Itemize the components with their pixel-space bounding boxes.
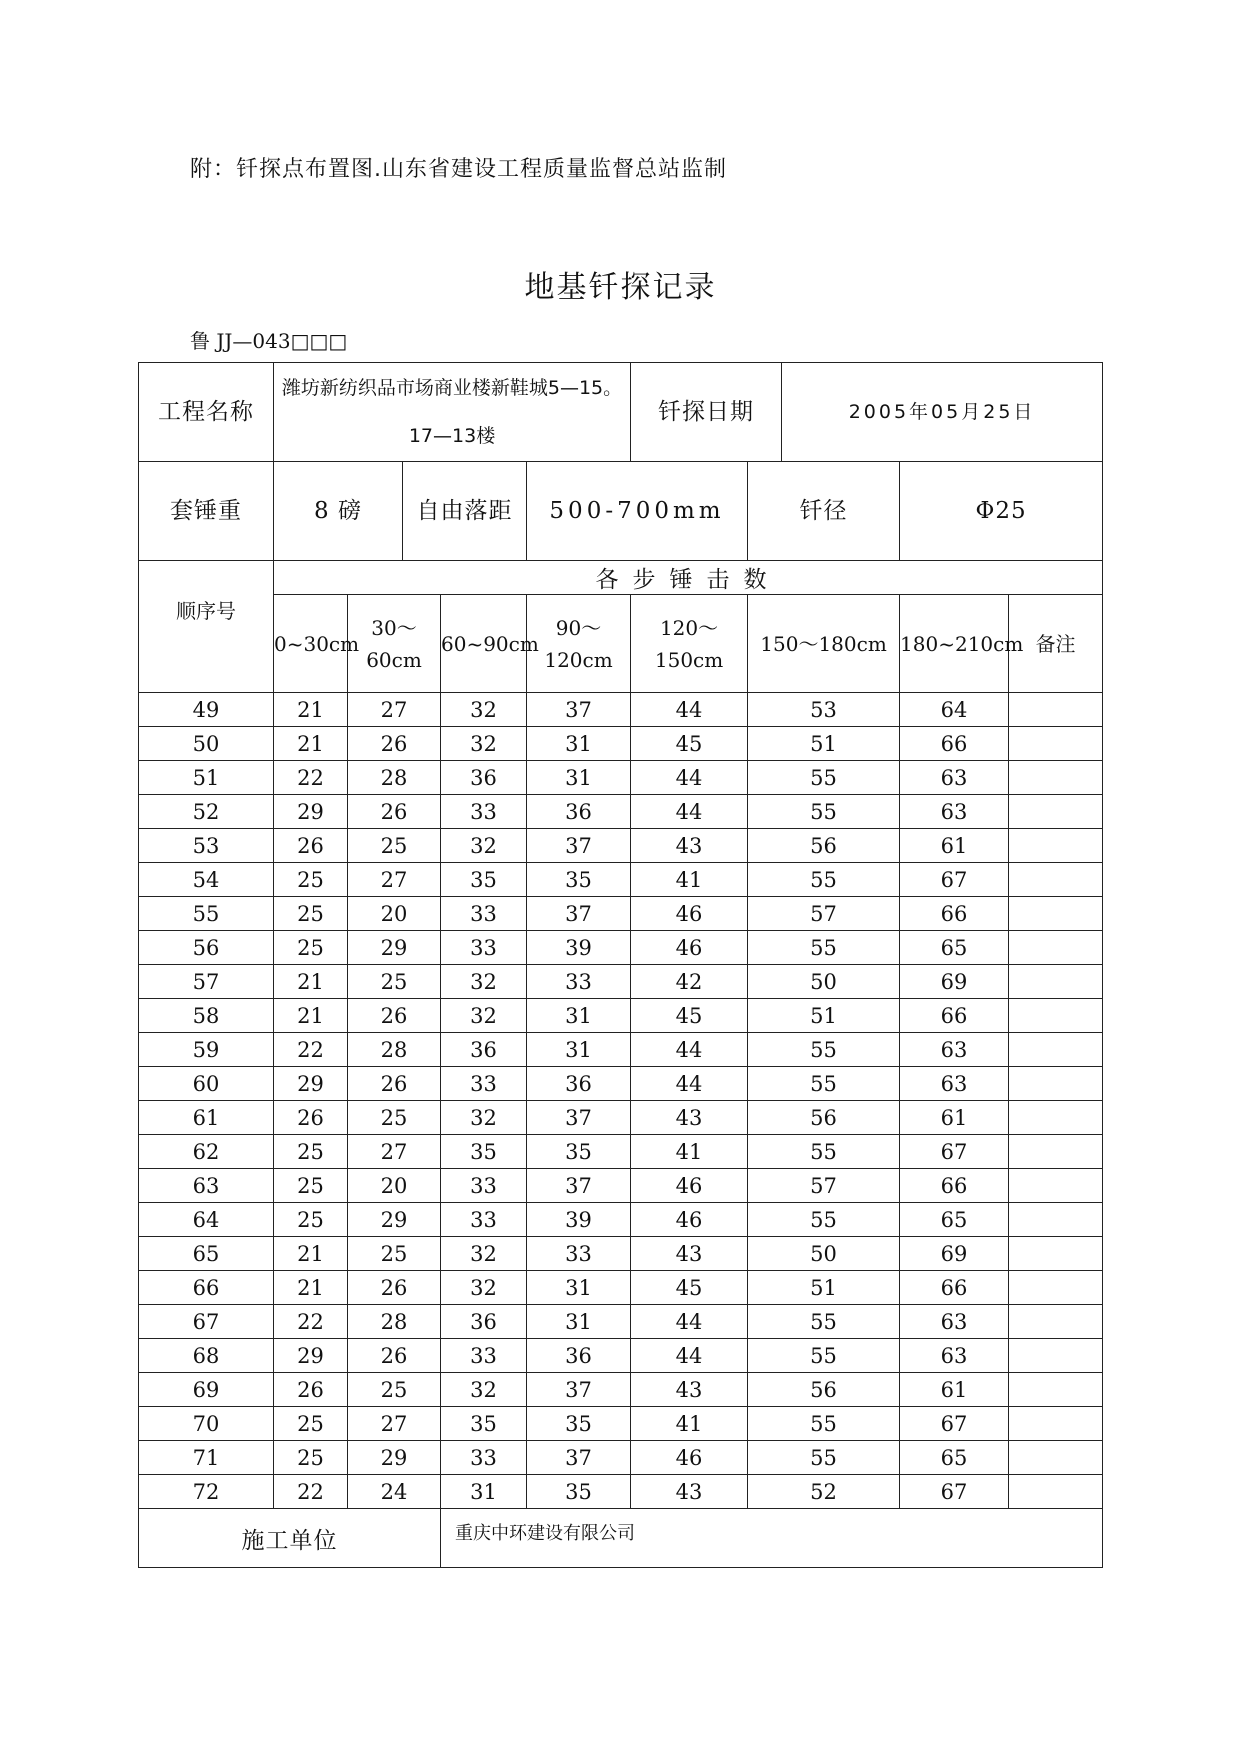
blow-count-cell: 33 — [441, 1441, 527, 1475]
blow-count-cell: 61 — [900, 1101, 1009, 1135]
table-row — [139, 1237, 1103, 1271]
blow-count-cell: 67 — [900, 1475, 1009, 1509]
blow-count-cell: 55 — [748, 1441, 900, 1475]
sequence-cell: 69 — [139, 1373, 274, 1407]
blow-count-cell: 41 — [631, 863, 748, 897]
sequence-cell: 57 — [139, 965, 274, 999]
note-cell — [1009, 1407, 1103, 1441]
depth-column-header: 90～120cm — [527, 595, 631, 693]
note-cell — [1009, 795, 1103, 829]
blow-count-cell: 31 — [527, 1033, 631, 1067]
blow-count-cell: 25 — [274, 1169, 348, 1203]
blow-count-cell: 46 — [631, 897, 748, 931]
table-row — [139, 1033, 1103, 1067]
blow-count-steps-header: 各步锤击数 — [274, 561, 1103, 595]
blow-count-cell: 35 — [527, 1135, 631, 1169]
blow-count-cell: 63 — [900, 795, 1009, 829]
blow-count-cell: 37 — [527, 1373, 631, 1407]
blow-count-cell: 31 — [441, 1475, 527, 1509]
blow-count-cell: 43 — [631, 1475, 748, 1509]
blow-count-cell: 55 — [748, 1305, 900, 1339]
note-cell — [1009, 1305, 1103, 1339]
blow-count-cell: 41 — [631, 1135, 748, 1169]
note-header: 备注 — [1009, 595, 1103, 693]
table-row — [139, 727, 1103, 761]
blow-count-cell: 31 — [527, 761, 631, 795]
blow-count-cell: 55 — [748, 1135, 900, 1169]
blow-count-cell: 26 — [348, 795, 441, 829]
table-row — [139, 1067, 1103, 1101]
blow-count-cell: 51 — [748, 727, 900, 761]
blow-count-cell: 55 — [748, 1339, 900, 1373]
blow-count-cell: 27 — [348, 1135, 441, 1169]
blow-count-cell: 33 — [527, 965, 631, 999]
note-cell — [1009, 1339, 1103, 1373]
blow-count-cell: 50 — [748, 1237, 900, 1271]
blow-count-cell: 65 — [900, 1441, 1009, 1475]
blow-count-cell: 21 — [274, 965, 348, 999]
blow-count-cell: 31 — [527, 1305, 631, 1339]
blow-count-cell: 26 — [274, 829, 348, 863]
construction-unit-value: 重庆中环建设有限公司 — [441, 1509, 1103, 1568]
blow-count-cell: 37 — [527, 829, 631, 863]
blow-count-cell: 31 — [527, 1271, 631, 1305]
blow-count-cell: 33 — [441, 897, 527, 931]
blow-count-cell: 33 — [441, 1339, 527, 1373]
blow-count-cell: 31 — [527, 727, 631, 761]
blow-count-cell: 55 — [748, 863, 900, 897]
blow-count-cell: 25 — [274, 1441, 348, 1475]
blow-count-cell: 37 — [527, 693, 631, 727]
blow-count-cell: 46 — [631, 1441, 748, 1475]
note-cell — [1009, 1441, 1103, 1475]
note-cell — [1009, 863, 1103, 897]
blow-count-cell: 44 — [631, 795, 748, 829]
blow-count-cell: 43 — [631, 1101, 748, 1135]
blow-count-cell: 26 — [274, 1101, 348, 1135]
blow-count-cell: 27 — [348, 863, 441, 897]
blow-count-cell: 33 — [441, 1203, 527, 1237]
table-row — [139, 1475, 1103, 1509]
blow-count-cell: 35 — [527, 1475, 631, 1509]
blow-count-cell: 32 — [441, 727, 527, 761]
table-row — [139, 1101, 1103, 1135]
depth-column-header: 60~90cm — [441, 595, 527, 693]
project-name-label: 工程名称 — [139, 363, 274, 462]
sequence-cell: 66 — [139, 1271, 274, 1305]
blow-count-cell: 25 — [348, 1373, 441, 1407]
blow-count-cell: 33 — [441, 795, 527, 829]
note-cell — [1009, 931, 1103, 965]
sequence-cell: 51 — [139, 761, 274, 795]
blow-count-cell: 66 — [900, 1271, 1009, 1305]
blow-count-cell: 63 — [900, 761, 1009, 795]
blow-count-cell: 25 — [348, 1237, 441, 1271]
blow-count-cell: 33 — [441, 1067, 527, 1101]
blow-count-cell: 25 — [274, 897, 348, 931]
blow-count-cell: 46 — [631, 1169, 748, 1203]
blow-count-cell: 29 — [274, 1339, 348, 1373]
blow-count-cell: 69 — [900, 1237, 1009, 1271]
blow-count-cell: 33 — [527, 1237, 631, 1271]
blow-count-cell: 57 — [748, 897, 900, 931]
blow-count-cell: 26 — [348, 1271, 441, 1305]
blow-count-cell: 32 — [441, 1237, 527, 1271]
table-row — [139, 795, 1103, 829]
blow-count-cell: 29 — [274, 795, 348, 829]
blow-count-cell: 66 — [900, 1169, 1009, 1203]
blow-count-cell: 20 — [348, 1169, 441, 1203]
blow-count-cell: 33 — [441, 1169, 527, 1203]
table-row — [139, 965, 1103, 999]
sequence-cell: 56 — [139, 931, 274, 965]
blow-count-cell: 66 — [900, 727, 1009, 761]
blow-count-cell: 56 — [748, 1373, 900, 1407]
blow-count-cell: 55 — [748, 761, 900, 795]
note-cell — [1009, 965, 1103, 999]
blow-count-cell: 25 — [274, 863, 348, 897]
blow-count-cell: 61 — [900, 1373, 1009, 1407]
sequence-cell: 64 — [139, 1203, 274, 1237]
rod-diameter-value: Φ25 — [900, 462, 1103, 561]
note-cell — [1009, 1135, 1103, 1169]
blow-count-cell: 27 — [348, 1407, 441, 1441]
depth-column-header: 0~30cm — [274, 595, 348, 693]
data-rows — [139, 693, 1103, 1509]
note-cell — [1009, 761, 1103, 795]
blow-count-cell: 32 — [441, 999, 527, 1033]
blow-count-cell: 27 — [348, 693, 441, 727]
blow-count-cell: 36 — [441, 761, 527, 795]
note-cell — [1009, 897, 1103, 931]
blow-count-cell: 44 — [631, 1033, 748, 1067]
blow-count-cell: 53 — [748, 693, 900, 727]
blow-count-cell: 32 — [441, 1101, 527, 1135]
blow-count-cell: 66 — [900, 999, 1009, 1033]
blow-count-cell: 36 — [527, 1339, 631, 1373]
note-cell — [1009, 1373, 1103, 1407]
blow-count-cell: 55 — [748, 931, 900, 965]
note-cell — [1009, 1203, 1103, 1237]
depth-column-header: 30～60cm — [348, 595, 441, 693]
probe-date-label: 钎探日期 — [631, 363, 782, 462]
blow-count-cell: 28 — [348, 1033, 441, 1067]
blow-count-cell: 44 — [631, 1305, 748, 1339]
note-cell — [1009, 1475, 1103, 1509]
sequence-cell: 71 — [139, 1441, 274, 1475]
blow-count-cell: 46 — [631, 1203, 748, 1237]
blow-count-cell: 32 — [441, 693, 527, 727]
blow-count-cell: 45 — [631, 727, 748, 761]
blow-count-cell: 26 — [348, 1067, 441, 1101]
blow-count-cell: 39 — [527, 931, 631, 965]
sequence-cell: 55 — [139, 897, 274, 931]
blow-count-cell: 43 — [631, 1237, 748, 1271]
blow-count-cell: 63 — [900, 1067, 1009, 1101]
note-cell — [1009, 727, 1103, 761]
rod-diameter-label: 钎径 — [748, 462, 900, 561]
free-drop-label: 自由落距 — [403, 462, 527, 561]
blow-count-cell: 42 — [631, 965, 748, 999]
sequence-cell: 68 — [139, 1339, 274, 1373]
blow-count-cell: 55 — [748, 1067, 900, 1101]
blow-count-cell: 29 — [348, 931, 441, 965]
blow-count-cell: 44 — [631, 1339, 748, 1373]
blow-count-cell: 36 — [441, 1305, 527, 1339]
sequence-cell: 50 — [139, 727, 274, 761]
blow-count-cell: 29 — [348, 1441, 441, 1475]
note-cell — [1009, 1033, 1103, 1067]
probe-date-value: 2005年05月25日 — [782, 363, 1103, 462]
table-row — [139, 1135, 1103, 1169]
blow-count-cell: 55 — [748, 795, 900, 829]
construction-unit-label: 施工单位 — [139, 1509, 441, 1568]
blow-count-cell: 63 — [900, 1033, 1009, 1067]
blow-count-cell: 43 — [631, 1373, 748, 1407]
hammer-weight-value: 8 磅 — [274, 462, 403, 561]
blow-count-cell: 69 — [900, 965, 1009, 999]
blow-count-cell: 55 — [748, 1407, 900, 1441]
blow-count-cell: 55 — [748, 1033, 900, 1067]
sequence-cell: 54 — [139, 863, 274, 897]
blow-count-cell: 35 — [527, 1407, 631, 1441]
hammer-weight-label: 套锤重 — [139, 462, 274, 561]
blow-count-cell: 26 — [274, 1373, 348, 1407]
note-cell — [1009, 1101, 1103, 1135]
blow-count-cell: 20 — [348, 897, 441, 931]
blow-count-cell: 22 — [274, 761, 348, 795]
note-cell — [1009, 999, 1103, 1033]
sequence-cell: 53 — [139, 829, 274, 863]
blow-count-cell: 25 — [348, 829, 441, 863]
table-row — [139, 1441, 1103, 1475]
blow-count-cell: 64 — [900, 693, 1009, 727]
blow-count-cell: 32 — [441, 829, 527, 863]
blow-count-cell: 45 — [631, 1271, 748, 1305]
blow-count-cell: 45 — [631, 999, 748, 1033]
blow-count-cell: 46 — [631, 931, 748, 965]
sequence-cell: 49 — [139, 693, 274, 727]
blow-count-cell: 67 — [900, 1135, 1009, 1169]
blow-count-cell: 26 — [348, 999, 441, 1033]
free-drop-value: 500-700mm — [527, 462, 748, 561]
blow-count-cell: 31 — [527, 999, 631, 1033]
table-row — [139, 761, 1103, 795]
table-row — [139, 693, 1103, 727]
blow-count-cell: 21 — [274, 1237, 348, 1271]
blow-count-cell: 29 — [348, 1203, 441, 1237]
blow-count-cell: 67 — [900, 863, 1009, 897]
blow-count-cell: 44 — [631, 693, 748, 727]
table-row — [139, 1169, 1103, 1203]
table-row — [139, 863, 1103, 897]
sequence-cell: 72 — [139, 1475, 274, 1509]
probe-record-table — [138, 362, 1103, 1568]
blow-count-cell: 52 — [748, 1475, 900, 1509]
sequence-cell: 58 — [139, 999, 274, 1033]
blow-count-cell: 63 — [900, 1305, 1009, 1339]
blow-count-cell: 35 — [441, 1407, 527, 1441]
blow-count-cell: 36 — [441, 1033, 527, 1067]
sequence-cell: 60 — [139, 1067, 274, 1101]
table-row — [139, 897, 1103, 931]
blow-count-cell: 21 — [274, 1271, 348, 1305]
table-row — [139, 1407, 1103, 1441]
blow-count-cell: 56 — [748, 829, 900, 863]
note-cell — [1009, 1237, 1103, 1271]
blow-count-cell: 32 — [441, 1373, 527, 1407]
depth-column-header: 120～150cm — [631, 595, 748, 693]
blow-count-cell: 50 — [748, 965, 900, 999]
table-row — [139, 1271, 1103, 1305]
blow-count-cell: 35 — [441, 1135, 527, 1169]
table-row — [139, 1339, 1103, 1373]
blow-count-cell: 36 — [527, 795, 631, 829]
blow-count-cell: 66 — [900, 897, 1009, 931]
table-row — [139, 829, 1103, 863]
blow-count-cell: 32 — [441, 1271, 527, 1305]
sequence-cell: 59 — [139, 1033, 274, 1067]
blow-count-cell: 37 — [527, 1101, 631, 1135]
blow-count-cell: 35 — [527, 863, 631, 897]
blow-count-cell: 21 — [274, 727, 348, 761]
note-cell — [1009, 1169, 1103, 1203]
blow-count-cell: 51 — [748, 1271, 900, 1305]
form-code: 鲁 JJ—043□□□ — [190, 329, 348, 353]
blow-count-cell: 63 — [900, 1339, 1009, 1373]
blow-count-cell: 37 — [527, 1441, 631, 1475]
blow-count-cell: 25 — [348, 965, 441, 999]
blow-count-cell: 41 — [631, 1407, 748, 1441]
blow-count-cell: 44 — [631, 761, 748, 795]
blow-count-cell: 25 — [274, 1135, 348, 1169]
blow-count-cell: 44 — [631, 1067, 748, 1101]
table-row — [139, 1305, 1103, 1339]
blow-count-cell: 25 — [274, 931, 348, 965]
blow-count-cell: 25 — [348, 1101, 441, 1135]
blow-count-cell: 35 — [441, 863, 527, 897]
sequence-cell: 65 — [139, 1237, 274, 1271]
sequence-cell: 52 — [139, 795, 274, 829]
note-cell — [1009, 1067, 1103, 1101]
project-name-value: 潍坊新纺织品市场商业楼新鞋城5—15。17—13楼 — [274, 363, 631, 462]
blow-count-cell: 55 — [748, 1203, 900, 1237]
table-row — [139, 999, 1103, 1033]
blow-count-cell: 26 — [348, 1339, 441, 1373]
blow-count-cell: 26 — [348, 727, 441, 761]
note-cell — [1009, 693, 1103, 727]
blow-count-cell: 36 — [527, 1067, 631, 1101]
blow-count-cell: 61 — [900, 829, 1009, 863]
document-title: 地基钎探记录 — [524, 270, 717, 305]
depth-column-header: 150～180cm — [748, 595, 900, 693]
sequence-cell: 67 — [139, 1305, 274, 1339]
blow-count-cell: 25 — [274, 1203, 348, 1237]
depth-column-header: 180~210cm — [900, 595, 1009, 693]
blow-count-cell: 56 — [748, 1101, 900, 1135]
table-row — [139, 1373, 1103, 1407]
blow-count-cell: 43 — [631, 829, 748, 863]
blow-count-cell: 39 — [527, 1203, 631, 1237]
blow-count-cell: 32 — [441, 965, 527, 999]
table-row — [139, 1203, 1103, 1237]
sequence-cell: 61 — [139, 1101, 274, 1135]
note-cell — [1009, 829, 1103, 863]
blow-count-cell: 21 — [274, 999, 348, 1033]
blow-count-cell: 28 — [348, 1305, 441, 1339]
note-cell — [1009, 1271, 1103, 1305]
blow-count-cell: 21 — [274, 693, 348, 727]
sequence-cell: 63 — [139, 1169, 274, 1203]
blow-count-cell: 25 — [274, 1407, 348, 1441]
table-row — [139, 931, 1103, 965]
blow-count-cell: 37 — [527, 897, 631, 931]
sequence-cell: 70 — [139, 1407, 274, 1441]
sequence-number-header: 顺序号 — [139, 561, 274, 693]
blow-count-cell: 22 — [274, 1475, 348, 1509]
blow-count-cell: 65 — [900, 1203, 1009, 1237]
blow-count-cell: 24 — [348, 1475, 441, 1509]
header-note: 附：钎探点布置图.山东省建设工程质量监督总站监制 — [190, 157, 727, 182]
blow-count-cell: 67 — [900, 1407, 1009, 1441]
blow-count-cell: 29 — [274, 1067, 348, 1101]
blow-count-cell: 65 — [900, 931, 1009, 965]
blow-count-cell: 51 — [748, 999, 900, 1033]
blow-count-cell: 22 — [274, 1305, 348, 1339]
blow-count-cell: 57 — [748, 1169, 900, 1203]
blow-count-cell: 37 — [527, 1169, 631, 1203]
blow-count-cell: 28 — [348, 761, 441, 795]
sequence-cell: 62 — [139, 1135, 274, 1169]
blow-count-cell: 22 — [274, 1033, 348, 1067]
blow-count-cell: 33 — [441, 931, 527, 965]
